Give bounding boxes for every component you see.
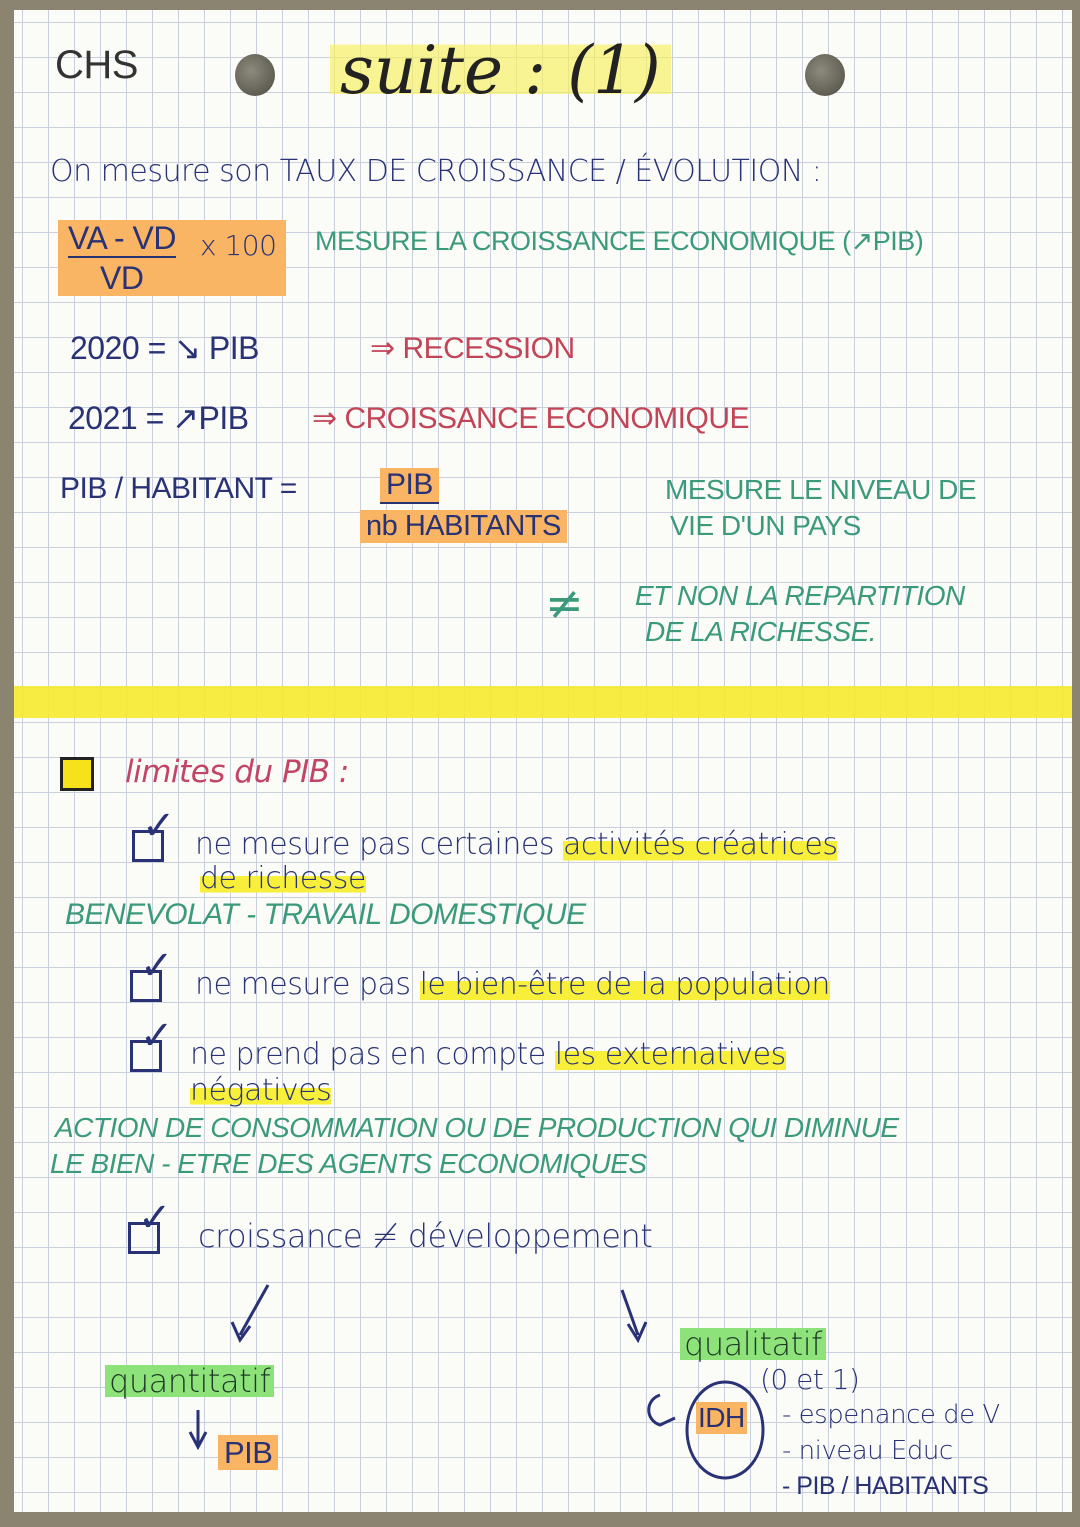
checkmark-icon: ✓ — [140, 943, 174, 989]
limit-item-3-line2: négatives — [190, 1073, 332, 1108]
intro-line: On mesure son TAUX DE CROISSANCE / ÉVOLUTION : — [50, 154, 822, 189]
limit-item-3: ne prend pas en compte les externatives — [190, 1037, 786, 1072]
not-equal-sign: ≠ — [545, 576, 584, 630]
idh-component: - niveau Educ — [782, 1436, 953, 1466]
arrow-down-icon — [190, 1410, 206, 1447]
idh-label: IDH — [698, 1402, 745, 1433]
limit-item-3-note-2: LE BIEN - ETRE DES AGENTS ECONOMIQUES — [50, 1148, 647, 1179]
course-label: CHS — [55, 43, 138, 87]
pib-hab-label: PIB / HABITANT = — [60, 472, 297, 505]
qualitative-label: qualitatif — [680, 1328, 826, 1360]
formula-note: MESURE LA CROISSANCE ECONOMIQUE (↗PIB) — [315, 226, 924, 256]
formula-denominator: VD — [100, 260, 144, 296]
idh-range: (0 et 1) — [760, 1363, 860, 1396]
limit-item-1: ne mesure pas certaines activités créatrices — [195, 827, 838, 862]
formula-numerator: VA - VD — [68, 220, 176, 256]
pib-hab-note2-1: ET NON LA REPARTITION — [635, 580, 965, 611]
checkmark-icon: ✓ — [140, 1013, 174, 1059]
page-title: suite : (1) — [330, 38, 671, 104]
limit-item-4: croissance ≠ développement — [198, 1217, 653, 1255]
limit-item-3-note-1: ACTION DE CONSOMMATION OU DE PRODUCTION QUI DIMINUE — [55, 1112, 899, 1143]
arrow-left-icon — [232, 1285, 268, 1340]
pib-hab-denominator: nb HABITANTS — [360, 510, 567, 543]
limit-item-1-line2: de richesse — [200, 861, 366, 896]
section-heading: limites du PIB : — [125, 754, 349, 790]
row-2020-result: ⇒ RECESSION — [370, 332, 575, 365]
pib-hab-numerator: PIB — [380, 468, 439, 504]
limit-item-1-note: BENEVOLAT - TRAVAIL DOMESTIQUE — [65, 898, 586, 931]
arrow-hook-icon — [649, 1395, 675, 1425]
row-2021-result: ⇒ CROISSANCE ECONOMIQUE — [312, 402, 750, 435]
quantitative-sub: PIB — [218, 1435, 278, 1470]
formula-multiplier: x 100 — [200, 229, 277, 262]
pib-hab-note-2: VIE D'UN PAYS — [670, 510, 861, 541]
checkmark-icon: ✓ — [142, 803, 176, 849]
idh-component: - PIB / HABITANTS — [782, 1472, 989, 1500]
pib-hab-note-1: MESURE LE NIVEAU DE — [665, 474, 977, 505]
row-2020: 2020 = ↘ PIB — [70, 330, 259, 366]
limit-item-2: ne mesure pas le bien-être de la population — [195, 967, 830, 1002]
pib-hab-note2-2: DE LA RICHESSE. — [645, 616, 877, 647]
quantitative-label: quantitatif — [105, 1365, 274, 1397]
checkmark-icon: ✓ — [138, 1195, 172, 1241]
arrow-right-icon — [622, 1290, 646, 1340]
idh-component: - espenance de V — [782, 1400, 1000, 1430]
row-2021: 2021 = ↗PIB — [68, 400, 249, 436]
